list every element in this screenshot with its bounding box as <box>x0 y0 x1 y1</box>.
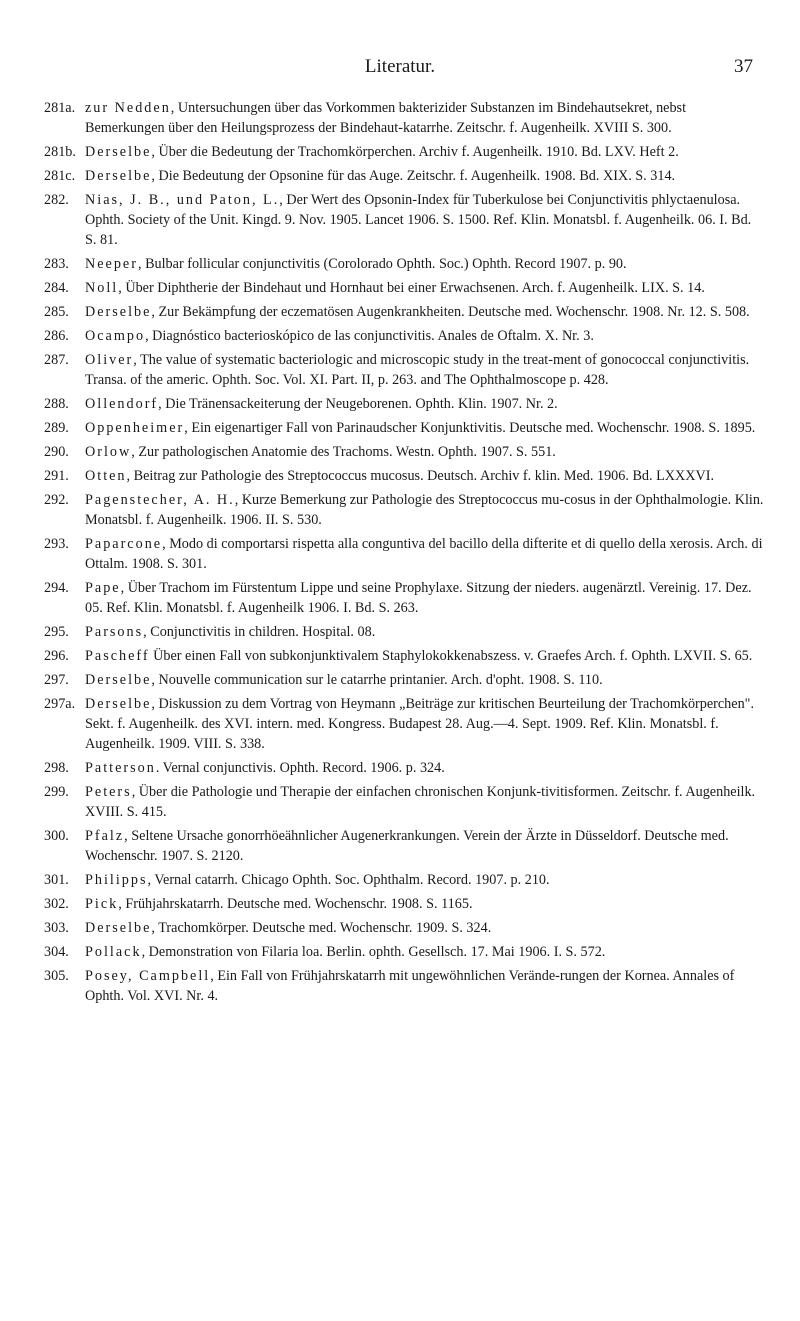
reference-list <box>44 98 764 1010</box>
reference-number: 289. <box>44 420 69 436</box>
reference-number: 298. <box>44 760 69 776</box>
reference-entry <box>44 254 764 274</box>
reference-text <box>85 254 764 274</box>
reference-author: zur Nedden <box>85 100 171 116</box>
reference-citation: , Demonstration von Filaria loa. Berlin. ophth. Gesellsch. 17. Mai 1906. I. S. 572. <box>141 944 606 960</box>
reference-entry <box>44 534 764 574</box>
reference-number: 281c. <box>44 168 76 184</box>
reference-author: Patterson <box>85 760 156 776</box>
reference-author: Derselbe <box>85 672 152 688</box>
reference-author: Orlow <box>85 444 132 460</box>
reference-author: Peters <box>85 784 132 800</box>
reference-entry <box>44 166 764 186</box>
reference-citation: , Trachomkörper. Deutsche med. Wochenschr. 1909. S. 324. <box>151 920 492 936</box>
reference-entry <box>44 466 764 486</box>
reference-entry <box>44 894 764 914</box>
reference-number: 290. <box>44 444 69 460</box>
reference-text <box>85 326 764 346</box>
reference-author: Oliver <box>85 352 134 368</box>
reference-author: Pagenstecher, A. H. <box>85 492 235 508</box>
reference-citation: , Der Wert des Opsonin-Index für Tuberkulose bei Conjunctivitis phlyctaenulosa. Ophth. Society of the Unit. Kingd. 9. Nov. 1905. Lancet 1906. S. 1500. Ref. Klin. Monatsbl. f. Augenheilk. 06. I. Bd. S. 81. <box>85 192 752 248</box>
reference-number: 295. <box>44 624 69 640</box>
reference-number: 297. <box>44 672 69 688</box>
reference-entry <box>44 918 764 938</box>
reference-number: 281b. <box>44 144 76 160</box>
reference-text <box>85 534 764 574</box>
reference-author: Oppenheimer <box>85 420 185 436</box>
reference-number: 284. <box>44 280 69 296</box>
reference-entry <box>44 966 764 1006</box>
reference-citation: , Bulbar follicular conjunctivitis (Corolorado Ophth. Soc.) Ophth. Record 1907. p. 90. <box>137 256 627 272</box>
reference-text <box>85 490 764 530</box>
reference-number: 304. <box>44 944 69 960</box>
reference-text <box>85 694 764 754</box>
reference-author: Ollendorf <box>85 396 159 412</box>
reference-entry <box>44 782 764 822</box>
reference-author: Pollack <box>85 944 142 960</box>
reference-author: Derselbe <box>85 920 152 936</box>
reference-citation: , Beitrag zur Pathologie des Streptococcus mucosus. Deutsch. Archiv f. klin. Med. 1906. Bd. LXXXVI. <box>126 468 715 484</box>
reference-text <box>85 782 764 822</box>
reference-text <box>85 578 764 618</box>
reference-text <box>85 350 764 390</box>
reference-citation: . Vernal conjunctivis. Ophth. Record. 1906. p. 324. <box>155 760 445 776</box>
reference-citation: , Ein eigenartiger Fall von Parinaudscher Konjunktivitis. Deutsche med. Wochenschr. 1908. S. 1895. <box>184 420 756 436</box>
reference-citation: , Über die Bedeutung der Trachomkörperchen. Archiv f. Augenheilk. 1910. Bd. LXV. Heft 2. <box>151 144 679 160</box>
reference-text <box>85 870 764 890</box>
reference-author: Ocampo <box>85 328 146 344</box>
reference-number: 294. <box>44 580 69 596</box>
reference-citation: , Zur Bekämpfung der eczematösen Augenkrankheiten. Deutsche med. Wochenschr. 1908. Nr. 12. S. 508. <box>151 304 750 320</box>
reference-text <box>85 278 764 298</box>
reference-author: Pfalz <box>85 828 125 844</box>
reference-author: Derselbe <box>85 144 152 160</box>
reference-text <box>85 190 764 250</box>
reference-citation: , Frühjahrskatarrh. Deutsche med. Wochenschr. 1908. S. 1165. <box>118 896 473 912</box>
reference-entry <box>44 694 764 754</box>
reference-citation: , Ein Fall von Frühjahrskatarrh mit ungewöhnlichen Verände-rungen der Kornea. Annales of Ophth. Vol. XVI. Nr. 4. <box>85 968 735 1004</box>
reference-number: 300. <box>44 828 69 844</box>
reference-number: 285. <box>44 304 69 320</box>
reference-entry <box>44 758 764 778</box>
reference-citation: , Vernal catarrh. Chicago Ophth. Soc. Ophthalm. Record. 1907. p. 210. <box>147 872 550 888</box>
reference-author: Nias, J. B., und Paton, L. <box>85 192 280 208</box>
reference-entry <box>44 870 764 890</box>
reference-entry <box>44 142 764 162</box>
reference-entry <box>44 942 764 962</box>
reference-entry <box>44 622 764 642</box>
reference-citation: , Diagnóstico bacterioskópico de las conjunctivitis. Anales de Oftalm. X. Nr. 3. <box>145 328 594 344</box>
reference-entry <box>44 394 764 414</box>
reference-citation: , Über Trachom im Fürstentum Lippe und seine Prophylaxe. Sitzung der nieders. augenärztl. Vereinig. 17. Dez. 05. Ref. Klin. Monatsbl. f. Augenheilk 1906. I. Bd. S. 263. <box>85 580 752 616</box>
reference-number: 293. <box>44 536 69 552</box>
reference-text <box>85 966 764 1006</box>
reference-number: 302. <box>44 896 69 912</box>
reference-entry <box>44 98 764 138</box>
reference-text <box>85 942 764 962</box>
reference-author: Derselbe <box>85 304 152 320</box>
running-title: Literatur. <box>364 56 436 77</box>
reference-number: 292. <box>44 492 69 508</box>
page-number: 37 <box>734 56 753 77</box>
reference-text <box>85 758 764 778</box>
reference-entry <box>44 326 764 346</box>
reference-citation: , Diskussion zu dem Vortrag von Heymann „Beiträge zur kritischen Beurteilung der Trachomkörperchen". Sekt. f. Augenheilk. des XVI. intern. med. Kongress. Budapest 28. Aug.—4. Sept. 1909. Ref. Klin. Monatsbl. f. Augenheilk. 1909. VIII. S. 338. <box>85 696 755 752</box>
reference-text <box>85 418 764 438</box>
reference-text <box>85 622 764 642</box>
reference-text <box>85 394 764 414</box>
reference-text <box>85 894 764 914</box>
reference-number: 299. <box>44 784 69 800</box>
reference-citation: , Modo di comportarsi rispetta alla conguntiva del bacillo della difterite et di quello della xerosis. Arch. di Ottalm. 1908. S. 301. <box>85 536 763 572</box>
reference-entry <box>44 418 764 438</box>
reference-text <box>85 442 764 462</box>
reference-author: Neeper <box>85 256 138 272</box>
reference-number: 305. <box>44 968 69 984</box>
reference-number: 283. <box>44 256 69 272</box>
reference-number: 301. <box>44 872 69 888</box>
reference-author: Noll <box>85 280 119 296</box>
reference-author: Posey, Campbell <box>85 968 211 984</box>
reference-citation: , The value of systematic bacteriologic and microscopic study in the treat-ment of gonococcal conjunctivitis. Transa. of the americ. Ophth. Soc. Vol. XI. Part. II, p. 263. and The Ophthalmoscope p. 428. <box>85 352 750 388</box>
reference-text <box>85 646 764 666</box>
reference-entry <box>44 190 764 250</box>
reference-citation: , Über Diphtherie der Bindehaut und Hornhaut bei einer Erwachsenen. Arch. f. Augenheilk. LIX. S. 14. <box>118 280 705 296</box>
reference-entry <box>44 578 764 618</box>
reference-number: 282. <box>44 192 69 208</box>
reference-author: Derselbe <box>85 696 152 712</box>
reference-text <box>85 302 764 322</box>
reference-citation: , Zur pathologischen Anatomie des Trachoms. Westn. Ophth. 1907. S. 551. <box>131 444 556 460</box>
reference-citation: Über einen Fall von subkonjunktivalem Staphylokokkenabszess. v. Graefes Arch. f. Ophth. LXVII. S. 65. <box>149 648 753 664</box>
reference-citation: , Conjunctivitis in children. Hospital. 08. <box>143 624 376 640</box>
reference-author: Otten <box>85 468 127 484</box>
reference-number: 281a. <box>44 100 76 116</box>
reference-number: 288. <box>44 396 69 412</box>
reference-number: 303. <box>44 920 69 936</box>
reference-number: 286. <box>44 328 69 344</box>
reference-entry <box>44 350 764 390</box>
reference-text <box>85 166 764 186</box>
reference-number: 291. <box>44 468 69 484</box>
reference-text <box>85 918 764 938</box>
reference-text <box>85 466 764 486</box>
reference-entry <box>44 670 764 690</box>
reference-author: Derselbe <box>85 168 152 184</box>
reference-text <box>85 670 764 690</box>
reference-citation: , Seltene Ursache gonorrhöeähnlicher Augenerkrankungen. Verein der Ärzte in Düsseldorf. Deutsche med. Wochenschr. 1907. S. 2120. <box>85 828 729 864</box>
reference-citation: , Über die Pathologie und Therapie der einfachen chronischen Konjunk-tivitisformen. Zeitschr. f. Augenheilk. XVIII. S. 415. <box>85 784 756 820</box>
reference-entry <box>44 302 764 322</box>
reference-author: Pick <box>85 896 119 912</box>
reference-entry <box>44 646 764 666</box>
reference-author: Paparcone <box>85 536 163 552</box>
reference-text <box>85 142 764 162</box>
reference-entry <box>44 278 764 298</box>
reference-number: 287. <box>44 352 69 368</box>
reference-author: Philipps <box>85 872 148 888</box>
reference-citation: , Nouvelle communication sur le catarrhe printanier. Arch. d'opht. 1908. S. 110. <box>151 672 603 688</box>
reference-author: Pascheff <box>85 648 150 664</box>
reference-entry <box>44 826 764 866</box>
reference-author: Parsons <box>85 624 144 640</box>
reference-entry <box>44 442 764 462</box>
reference-citation: , Die Tränensackeiterung der Neugeborenen. Ophth. Klin. 1907. Nr. 2. <box>158 396 558 412</box>
reference-number: 297a. <box>44 696 76 712</box>
reference-text <box>85 98 764 138</box>
reference-citation: , Untersuchungen über das Vorkommen bakterizider Substanzen im Bindehautsekret, nebst Bemerkungen über den Heilungsprozess der Bindehaut-katarrhe. Zeitschr. f. Augenheilk. XVIII S. 300. <box>85 100 687 136</box>
reference-entry <box>44 490 764 530</box>
page-header <box>0 56 800 86</box>
reference-citation: , Kurze Bemerkung zur Pathologie des Streptococcus mu-cosus in der Ophthalmologie. Klin. Monatsbl. f. Augenheilk. 1906. II. S. 530. <box>85 492 764 528</box>
reference-author: Pape <box>85 580 121 596</box>
reference-text <box>85 826 764 866</box>
reference-citation: , Die Bedeutung der Opsonine für das Auge. Zeitschr. f. Augenheilk. 1908. Bd. XIX. S. 314. <box>151 168 676 184</box>
reference-number: 296. <box>44 648 69 664</box>
